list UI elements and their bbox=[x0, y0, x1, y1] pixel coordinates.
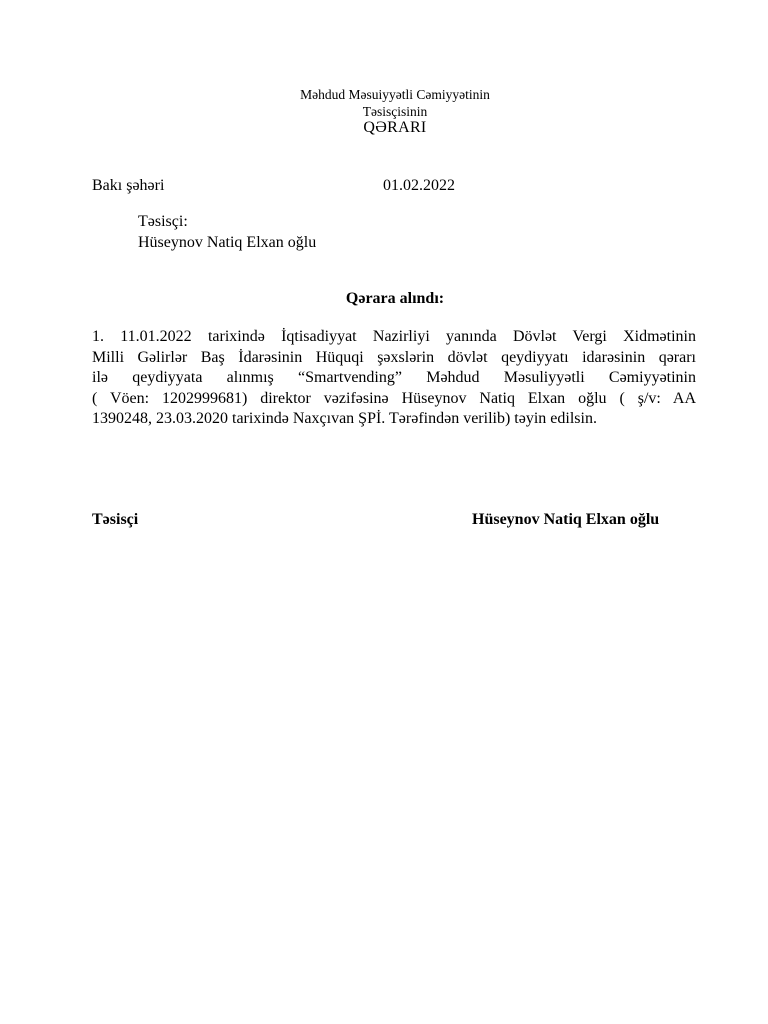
paragraph-line: 1. 11.01.2022 tarixində İqtisadiyyat Nazirliyi yanında Dövlət Vergi Xidmətinin bbox=[92, 328, 696, 345]
founder-label: Təsisçi: bbox=[138, 213, 188, 230]
founder-name: Hüseynov Natiq Elxan oğlu bbox=[138, 234, 317, 251]
paragraph-line: ( Vöen: 1202999681) direktor vəzifəsinə Hüseynov Natiq Elxan oğlu ( ş/v: AA bbox=[92, 389, 696, 407]
city-label: Bakı şəhəri bbox=[92, 177, 165, 194]
paragraph-line: 1390248, 23.03.2020 tarixində Naxçıvan ŞPİ. Tərəfindən verilib) təyin edilsin. bbox=[92, 410, 597, 427]
decision-heading: Qərara alındı: bbox=[345, 290, 445, 307]
header-company-type: Məhdud Məsuiyyətli Cəmiyyətinin bbox=[300, 87, 490, 102]
signature-role: Təsisçi bbox=[92, 511, 139, 528]
paragraph-line: ilə qeydiyyata alınmış “Smartvending” Məhdud Məsuliyyətli Cəmiyyətinin bbox=[92, 369, 696, 386]
paragraph-line: Milli Gəlirlər Baş İdarəsinin Hüquqi şəxslərin dövlət qeydiyyatı idarəsinin qərarı bbox=[92, 348, 696, 366]
header-founder: Təsisçisinin bbox=[362, 104, 428, 119]
document-date: 01.02.2022 bbox=[383, 177, 455, 194]
document-title: QƏRARI bbox=[363, 119, 427, 136]
decision-paragraph bbox=[92, 327, 696, 430]
signature-name: Hüseynov Natiq Elxan oğlu bbox=[472, 511, 660, 528]
